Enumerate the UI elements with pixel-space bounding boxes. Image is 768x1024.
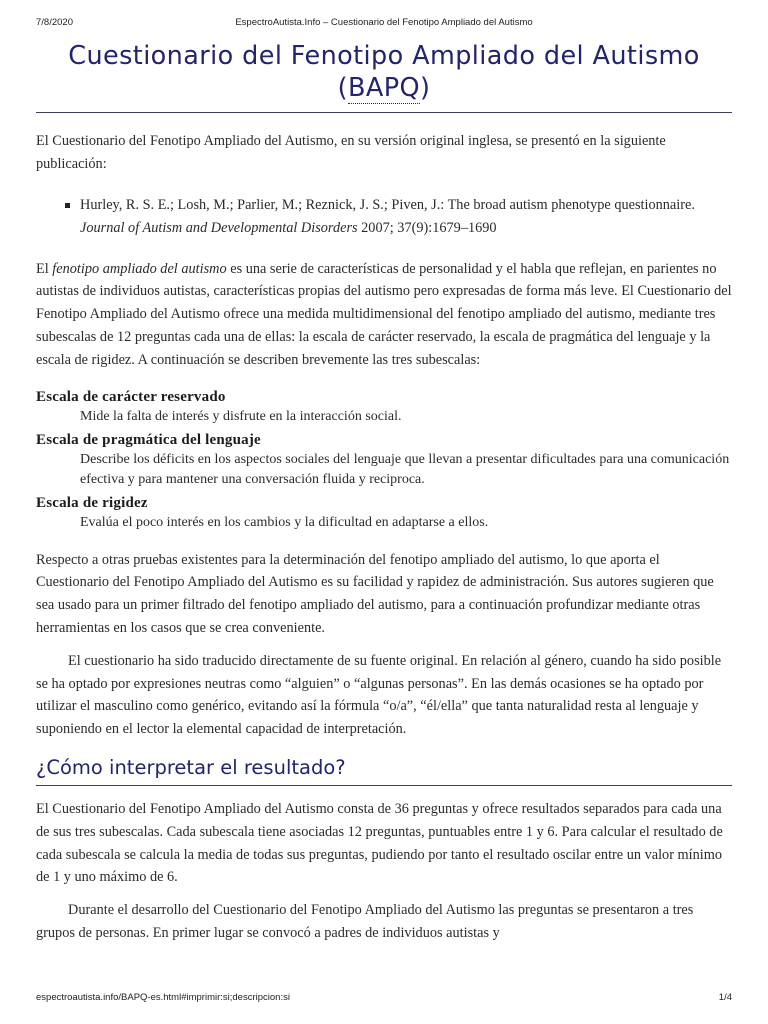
bap-pre: El [36, 260, 49, 277]
bap-definition-paragraph [36, 258, 732, 372]
print-header [0, 17, 768, 31]
print-footer [0, 992, 768, 1006]
subscale-name-pragmatic: Escala de pragmática del lenguaje [36, 432, 261, 449]
page-number: 1/4 [718, 992, 732, 1003]
bap-term: fenotipo ampliado del autismo [52, 260, 227, 277]
title-open-paren: ( [337, 73, 348, 103]
print-url: espectroautista.info/BAPQ-es.html#imprimir:si;descripcion:si [36, 992, 290, 1003]
subscale-name-aloof: Escala de carácter reservado [36, 388, 226, 405]
subscale-desc-pragmatic: Describe los déficits en los aspectos sociales del lenguaje que llevan a presentar dificultades para una comunicación efectiva y para mantener una conversación fluida y reciproca. [80, 452, 730, 487]
page-title-line1: Cuestionario del Fenotipo Ampliado del Autismo [68, 41, 700, 71]
title-close-paren: ) [420, 73, 431, 103]
development-paragraph: Durante el desarrollo del Cuestionario del Fenotipo Ampliado del Autismo las preguntas se presentaron a tres grupos de personas. En primer lugar se convocó a padres de individuos autistas y [36, 902, 694, 941]
subscale-list [36, 388, 732, 533]
reference-list [36, 194, 732, 240]
subscale-name-rigid: Escala de rigidez [36, 495, 148, 512]
reference-journal: Journal of Autism and Developmental Disorders [80, 219, 358, 236]
reference-details: 2007; 37(9):1679–1690 [361, 219, 497, 236]
title-abbreviation[interactable]: BAPQ [348, 73, 420, 103]
scoring-paragraph: El Cuestionario del Fenotipo Ampliado del Autismo consta de 36 preguntas y ofrece resultados separados para cada una de sus tres subescalas. Cada subescala tiene asociadas 12 preguntas, puntuables entre 1 y 6. Para calcular el resultado de cada subescala se calcula la media de todas sus preguntas, pudiendo por tanto el resultado oscilar entre un valor mínimo de 1 y uno máximo de 6. [36, 800, 723, 886]
print-date: 7/8/2020 [36, 17, 73, 28]
bap-description: es una serie de características de personalidad y el habla que reflejan, en parientes no autistas de individuos autistas, características propias del autismo pero expresadas de forma más leve. El Cuestionario del Fenotipo Ampliado del Autismo ofrece una medida multidimensional del fenotipo ampliado del autismo, mediante tres subescalas de 12 preguntas cada una de ellas: la escala de carácter reservado, la escala de pragmática del lenguaje y la escala de rigidez. A continuación se describen brevemente las tres subescalas: [36, 260, 732, 368]
reference-authors: Hurley, R. S. E.; Losh, M.; Parlier, M.; Reznick, J. S.; Piven, J.: The broad autism phenotype questionnaire. [80, 196, 695, 213]
subscale-desc-aloof: Mide la falta de interés y disfrute en la interacción social. [80, 408, 402, 424]
page-title [36, 40, 732, 104]
print-page-title: EspectroAutista.Info – Cuestionario del Fenotipo Ampliado del Autismo [235, 17, 533, 28]
section-heading-interpretation: ¿Cómo interpretar el resultado? [36, 755, 732, 786]
title-block [36, 40, 732, 113]
comparison-paragraph: Respecto a otras pruebas existentes para la determinación del fenotipo ampliado del autismo, lo que aporta el Cuestionario del Fenotipo Ampliado del Autismo es su facilidad y rapidez de administración. Sus autores sugieren que sea usado para un primer filtrado del fenotipo ampliado del autismo, para a continuación profundizar mediante otras herramientas en los casos que se crea conveniente. [36, 551, 714, 636]
reference-item [80, 194, 732, 240]
document-body [36, 40, 732, 945]
translation-paragraph: El cuestionario ha sido traducido directamente de su fuente original. En relación al género, cuando ha sido posible se ha optado por expresiones neutras como “alguien” o “algunas personas”. En las demás ocasiones se ha optado por utilizar el masculino como genérico, evitando así la fórmula “o/a”, “él/ella” que tanta naturalidad resta al lenguaje y suponiendo en el lector la elemental capacidad de interpretación. [36, 652, 722, 738]
intro-paragraph: El Cuestionario del Fenotipo Ampliado del Autismo, en su versión original inglesa, se presentó en la siguiente publicación: [36, 133, 666, 172]
subscale-desc-rigid: Evalúa el poco interés en los cambios y la dificultad en adaptarse a ellos. [80, 515, 489, 531]
